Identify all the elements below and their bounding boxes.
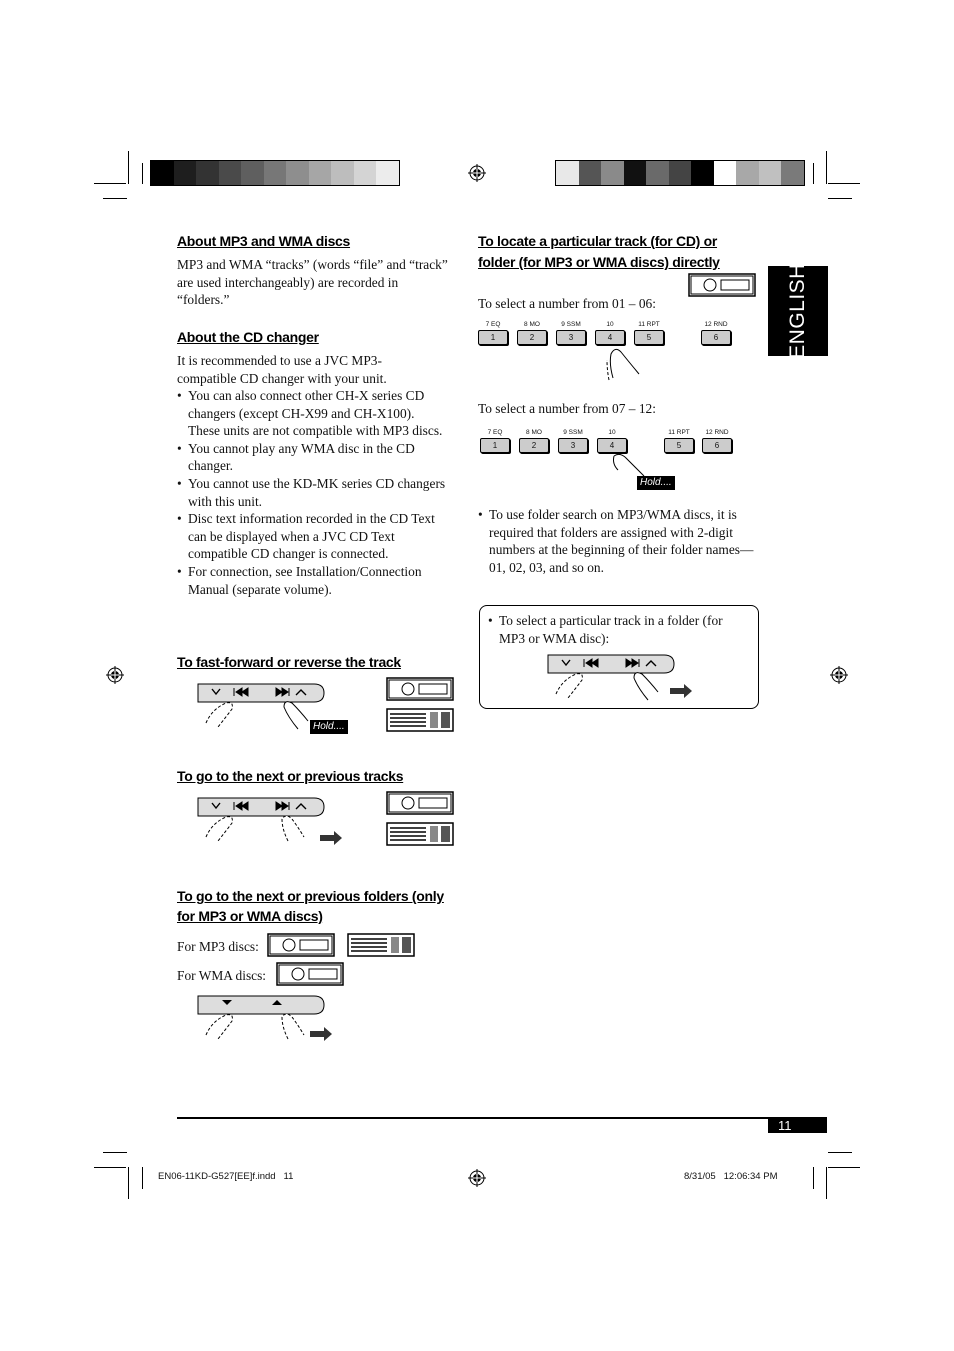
crop-mark [828, 1167, 860, 1168]
preset-button-2[interactable] [519, 428, 549, 453]
preset-button-2[interactable] [517, 320, 547, 345]
list-item: • Disc text information recorded in the CD Text can be displayed when a JVC CD Text compatible CD changer is connected. [177, 510, 449, 563]
preset-button-number: 5 [664, 438, 694, 453]
preset-button-top-label: 10 [608, 429, 616, 436]
crop-mark [103, 1152, 127, 1153]
disc-indicator-icon [386, 791, 454, 815]
crop-mark [813, 1167, 814, 1189]
footer-file-name: EN06-11KD-G527[EE]f.indd 11 [158, 1171, 294, 1182]
preset-button-number: 6 [702, 438, 732, 453]
disc-indicator-icon [267, 933, 335, 957]
mp3-wma-heading: About MP3 and WMA discs [177, 233, 351, 249]
list-item: • You can also connect other CH-X series CD changers (except CH-X99 and CH-X100). These units are not compatible with MP3 discs. [177, 387, 449, 440]
fast-forward-heading: To fast-forward or reverse the track [177, 654, 401, 670]
select-01-06-label: To select a number from 01 – 06: [478, 296, 656, 311]
preset-button-4[interactable] [597, 428, 627, 453]
display-lines-icon [347, 933, 415, 957]
crop-mark [128, 1167, 129, 1199]
next-prev-tracks-heading: To go to the next or previous tracks [177, 768, 404, 784]
disc-indicator-icon [688, 273, 756, 297]
folder-search-note [478, 506, 760, 576]
preset-button-number: 2 [519, 438, 549, 453]
crop-mark [94, 1167, 126, 1168]
preset-button-top-label: 8 MO [526, 429, 542, 436]
preset-button-top-label: 9 SSM [561, 321, 581, 328]
seek-button-illustration [196, 795, 346, 845]
crop-mark [826, 151, 827, 184]
preset-button-top-label: 9 SSM [563, 429, 583, 436]
crop-mark [828, 1152, 852, 1153]
preset-button-number: 2 [517, 330, 547, 345]
preset-button-top-label: 11 RPT [638, 321, 660, 328]
hold-label: Hold.... [310, 720, 348, 734]
preset-button-6[interactable] [702, 428, 732, 453]
preset-button-top-label: 7 EQ [485, 321, 501, 328]
list-item: • To select a particular track in a folder (for MP3 or WMA disc): [488, 612, 750, 647]
language-tab-label: ENGLISH [786, 263, 809, 359]
crop-mark [826, 1167, 827, 1199]
preset-button-number: 6 [701, 330, 731, 345]
list-item: • You cannot play any WMA disc in the CD changer. [177, 440, 449, 475]
preset-button-top-label: 12 RND [705, 429, 729, 436]
crop-mark [142, 1167, 143, 1189]
preset-button-1[interactable] [478, 320, 508, 345]
list-item: • To use folder search on MP3/WMA discs, it is required that folders are assigned with 2-digit numbers at the beginning of their folder names—01, 02, 03, and so on. [478, 506, 760, 576]
display-lines-icon [386, 708, 454, 732]
registration-mark [468, 1169, 486, 1187]
list-item: • You cannot use the KD-MK series CD changers with this unit. [177, 475, 449, 510]
next-prev-folders-heading: To go to the next or previous folders (only for MP3 or WMA discs) [177, 888, 444, 924]
preset-button-top-label: 10 [606, 321, 614, 328]
mp3-wma-body: MP3 and WMA “tracks” (words “file” and “track” are used interchangeably) are recorded in “folders.” [177, 257, 448, 308]
hold-label: Hold.... [637, 476, 675, 490]
language-tab [768, 263, 828, 359]
select-07-12-label: To select a number from 07 – 12: [478, 401, 656, 416]
crop-mark [813, 163, 814, 184]
cd-changer-bullets [177, 387, 449, 598]
footer-date: 8/31/05 12:06:34 PM [684, 1171, 778, 1182]
page-number: 11 [778, 1118, 792, 1133]
preset-button-1[interactable] [480, 428, 510, 453]
cd-changer-intro: It is recommended to use a JVC MP3-compatible CD changer with your unit. [177, 353, 387, 386]
number-buttons-row [478, 428, 738, 458]
preset-button-number: 4 [597, 438, 627, 453]
crop-mark [142, 163, 143, 184]
preset-button-number: 1 [478, 330, 508, 345]
folder-button-illustration [196, 993, 346, 1043]
bottom-rule [177, 1117, 827, 1119]
list-item: • For connection, see Installation/Connection Manual (separate volume). [177, 563, 449, 598]
preset-button-number: 5 [634, 330, 664, 345]
preset-button-top-label: 8 MO [524, 321, 540, 328]
wma-discs-label: For WMA discs: [177, 968, 267, 983]
crop-mark [828, 183, 860, 184]
preset-button-3[interactable] [556, 320, 586, 345]
preset-button-6[interactable] [701, 320, 731, 345]
preset-button-3[interactable] [558, 428, 588, 453]
preset-button-top-label: 12 RND [704, 321, 728, 328]
seek-button-illustration [546, 652, 696, 702]
preset-button-top-label: 11 RPT [668, 429, 690, 436]
crop-mark [128, 151, 129, 184]
color-bar-left [150, 160, 400, 186]
mp3-discs-label: For MP3 discs: [177, 939, 259, 954]
display-lines-icon [386, 822, 454, 846]
registration-mark [106, 666, 124, 684]
locate-heading: To locate a particular track (for CD) or folder (for MP3 or WMA discs) directly [478, 233, 720, 270]
disc-indicator-icon [276, 962, 344, 986]
preset-button-5[interactable] [664, 428, 694, 453]
preset-button-number: 3 [556, 330, 586, 345]
crop-mark [103, 198, 127, 199]
preset-button-top-label: 7 EQ [487, 429, 503, 436]
crop-mark [828, 198, 852, 199]
registration-mark [830, 666, 848, 684]
disc-indicator-icon [386, 677, 454, 701]
crop-mark [94, 183, 126, 184]
track-in-folder-box [479, 605, 759, 709]
preset-button-number: 1 [480, 438, 510, 453]
preset-button-number: 4 [595, 330, 625, 345]
track-in-folder-note [488, 612, 750, 647]
cd-changer-heading: About the CD changer [177, 329, 319, 345]
page-number-box [768, 1118, 827, 1133]
registration-mark [468, 164, 486, 182]
preset-button-number: 3 [558, 438, 588, 453]
seek-button-illustration [196, 681, 326, 731]
color-bar-right [555, 160, 805, 186]
finger-press-icon [605, 340, 645, 382]
